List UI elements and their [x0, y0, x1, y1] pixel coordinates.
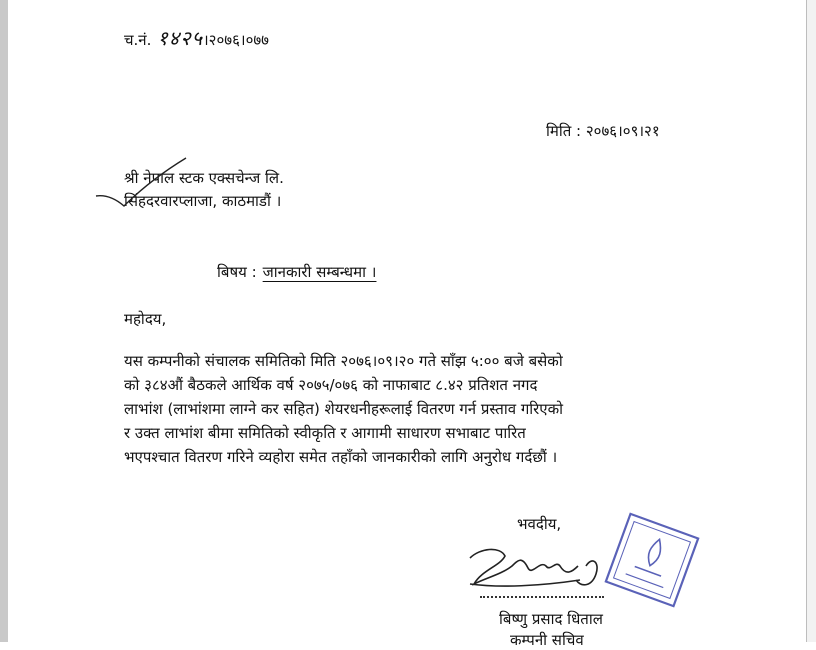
reference-fiscal-year: ।२०७६।०७७ [203, 31, 269, 49]
letter-date: मिति : २०७६।०९।२१ [546, 122, 660, 140]
handwritten-signature [470, 549, 597, 586]
salutation: महोदय, [124, 310, 167, 328]
recipient-tick-mark [96, 158, 186, 206]
reference-handwritten-number: १४२५ [157, 26, 203, 50]
recipient-line-2: सिंहदरवारप्लाजा, काठमाडौं । [124, 192, 282, 210]
subject-text: जानकारी सम्बन्धमा । [262, 263, 377, 281]
body-line: को ३८४औं बैठकले आर्थिक वर्ष २०७५/०७६ को नाफाबाट ८.४२ प्रतिशत नगद [124, 376, 538, 394]
company-stamp [606, 514, 698, 606]
signer-name: बिष्णु प्रसाद धिताल [499, 610, 603, 628]
signature-line [480, 596, 604, 598]
body-line: लाभांश (लाभांशमा लाग्ने कर सहित) शेयरधनीहरूलाई वितरण गर्न प्रस्ताव गरिएको [124, 400, 563, 418]
body-line: र उक्त लाभांश बीमा समितिको स्वीकृति र आगामी साधारण सभाबाट पारित [124, 424, 526, 442]
closing: भवदीय, [517, 515, 562, 533]
signer-title: कम्पनी सचिव [510, 631, 584, 649]
reference-prefix: च.नं. [124, 31, 152, 49]
body-line: यस कम्पनीको संचालक समितिको मिति २०७६।०९।२० गते साँझ ५:०० बजे बसेको [124, 352, 563, 370]
subject-label: बिषय : [217, 263, 257, 281]
body-line: भएपश्चात वितरण गरिने व्यहोरा समेत तहाँको जानकारीको लागि अनुरोध गर्दछौं । [124, 448, 558, 466]
recipient-line-1: श्री नेपाल स्टक एक्सचेन्ज लि. [124, 169, 284, 187]
